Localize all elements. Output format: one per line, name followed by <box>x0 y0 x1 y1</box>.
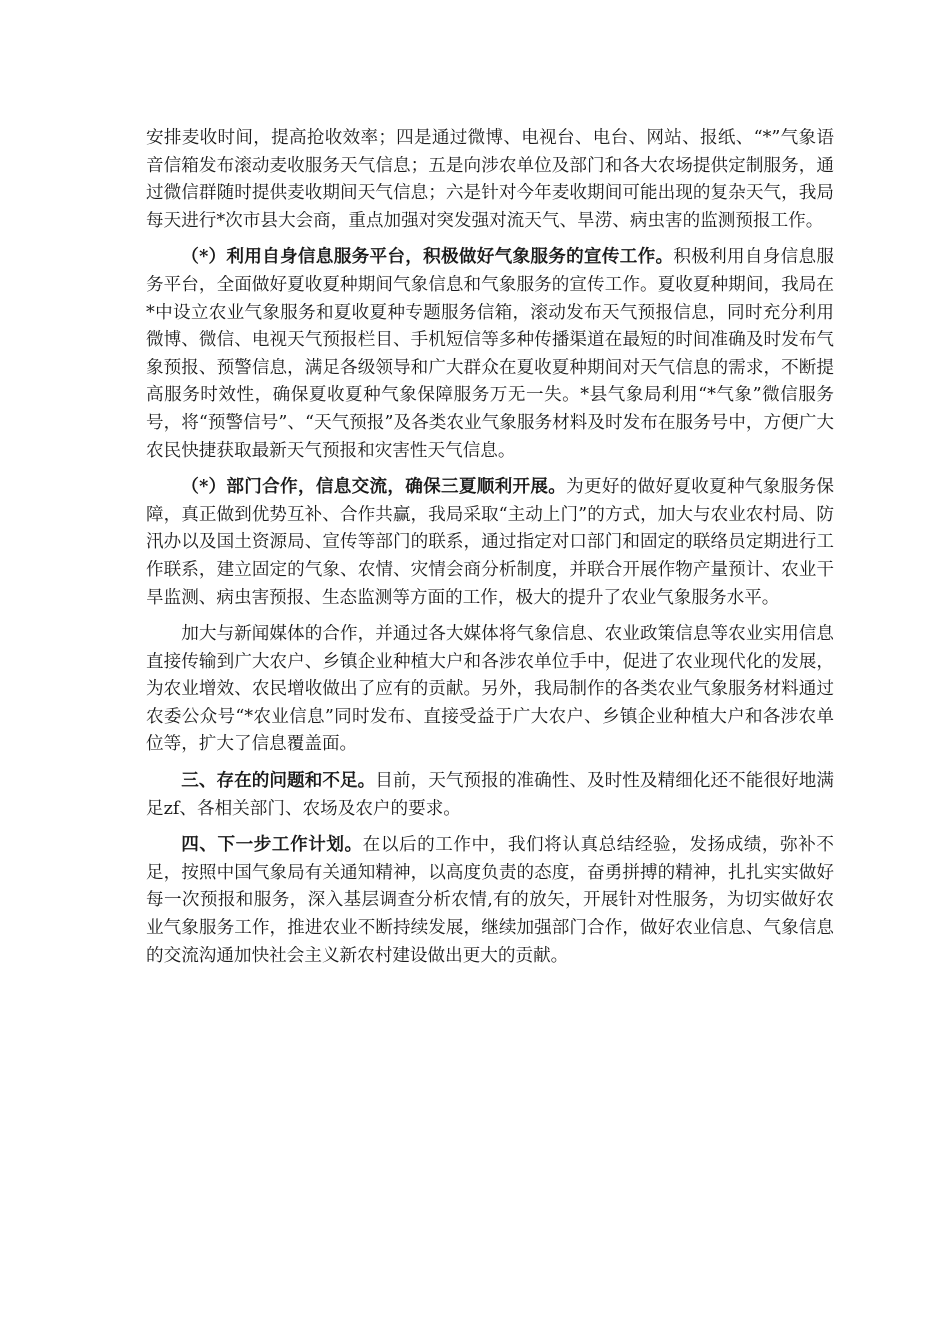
paragraph-6-lead: 四、下一步工作计划。 <box>181 834 363 856</box>
paragraph-4-text: 加大与新闻媒体的合作，并通过各大媒体将气象信息、农业政策信息等农业实用信息直接传输到广大农户、乡镇企业种植大户和各涉农单位手中，促进了农业现代化的发展，为农业增效、农民增收做出了应有的贡献。另外，我局制作的各类农业气象服务材料通过农委公众号“*农业信息”同时发布、直接受益于广大农户、乡镇企业种植大户和各涉农单位等，扩大了信息覆盖面。 <box>146 624 834 755</box>
paragraph-5 <box>146 767 834 823</box>
paragraph-6-text: 在以后的工作中，我们将认真总结经验，发扬成绩，弥补不足，按照中国气象局有关通知精神，以高度负责的态度，奋勇拼搏的精神，扎扎实实做好每一次预报和服务，深入基层调查分析农情,有的放矢，开展针对性服务，为切实做好农业气象服务工作，推进农业不断持续发展，继续加强部门合作，做好农业信息、气象信息的交流沟通加快社会主义新农村建设做出更大的贡献。 <box>146 835 834 966</box>
paragraph-2-text: 积极利用自身信息服务平台，全面做好夏收夏种期间气象信息和气象服务的宣传工作。夏收夏种期间，我局在*中设立农业气象服务和夏收夏种专题服务信箱，滚动发布天气预报信息，同时充分利用微博、微信、电视天气预报栏目、手机短信等多种传播渠道在最短的时间准确及时发布气象预报、预警信息，满足各级领导和广大群众在夏收夏种期间对天气信息的需求，不断提高服务时效性，确保夏收夏种气象保障服务万无一失。*县气象局利用“*气象”微信服务号，将“预警信号”、“天气预报”及各类农业气象服务材料及时发布在服务号中，方便广大农民快捷获取最新天气预报和灾害性天气信息。 <box>146 247 834 461</box>
paragraph-6 <box>146 831 834 970</box>
paragraph-2-lead: （*）利用自身信息服务平台，积极做好气象服务的宣传工作。 <box>181 246 674 268</box>
paragraph-4 <box>146 620 834 759</box>
paragraph-1-text: 安排麦收时间，提高抢收效率；四是通过微博、电视台、电台、网站、报纸、“*”气象语音信箱发布滚动麦收服务天气信息；五是向涉农单位及部门和各大农场提供定制服务，通过微信群随时提供麦收期间天气信息；六是针对今年麦收期间可能出现的复杂天气，我局每天进行*次市县大会商，重点加强对突发强对流天气、旱涝、病虫害的监测预报工作。 <box>146 128 834 231</box>
document-body <box>146 124 834 978</box>
paragraph-3 <box>146 473 834 612</box>
paragraph-2 <box>146 243 834 465</box>
paragraph-5-text: 目前，天气预报的准确性、及时性及精细化还不能很好地满足zf、各相关部门、农场及农户的要求。 <box>146 771 834 819</box>
paragraph-3-text: 为更好的做好夏收夏种气象服务保障，真正做到优势互补、合作共赢，我局采取“主动上门”的方式，加大与农业农村局、防汛办以及国土资源局、宣传等部门的联系，通过指定对口部门和固定的联络员定期进行工作联系，建立固定的气象、农情、灾情会商分析制度，并联合开展作物产量预计、农业干旱监测、病虫害预报、生态监测等方面的工作，极大的提升了农业气象服务水平。 <box>146 477 834 608</box>
paragraph-3-lead: （*）部门合作，信息交流，确保三夏顺利开展。 <box>181 476 567 498</box>
paragraph-5-lead: 三、存在的问题和不足。 <box>181 770 376 792</box>
paragraph-1 <box>146 124 834 235</box>
